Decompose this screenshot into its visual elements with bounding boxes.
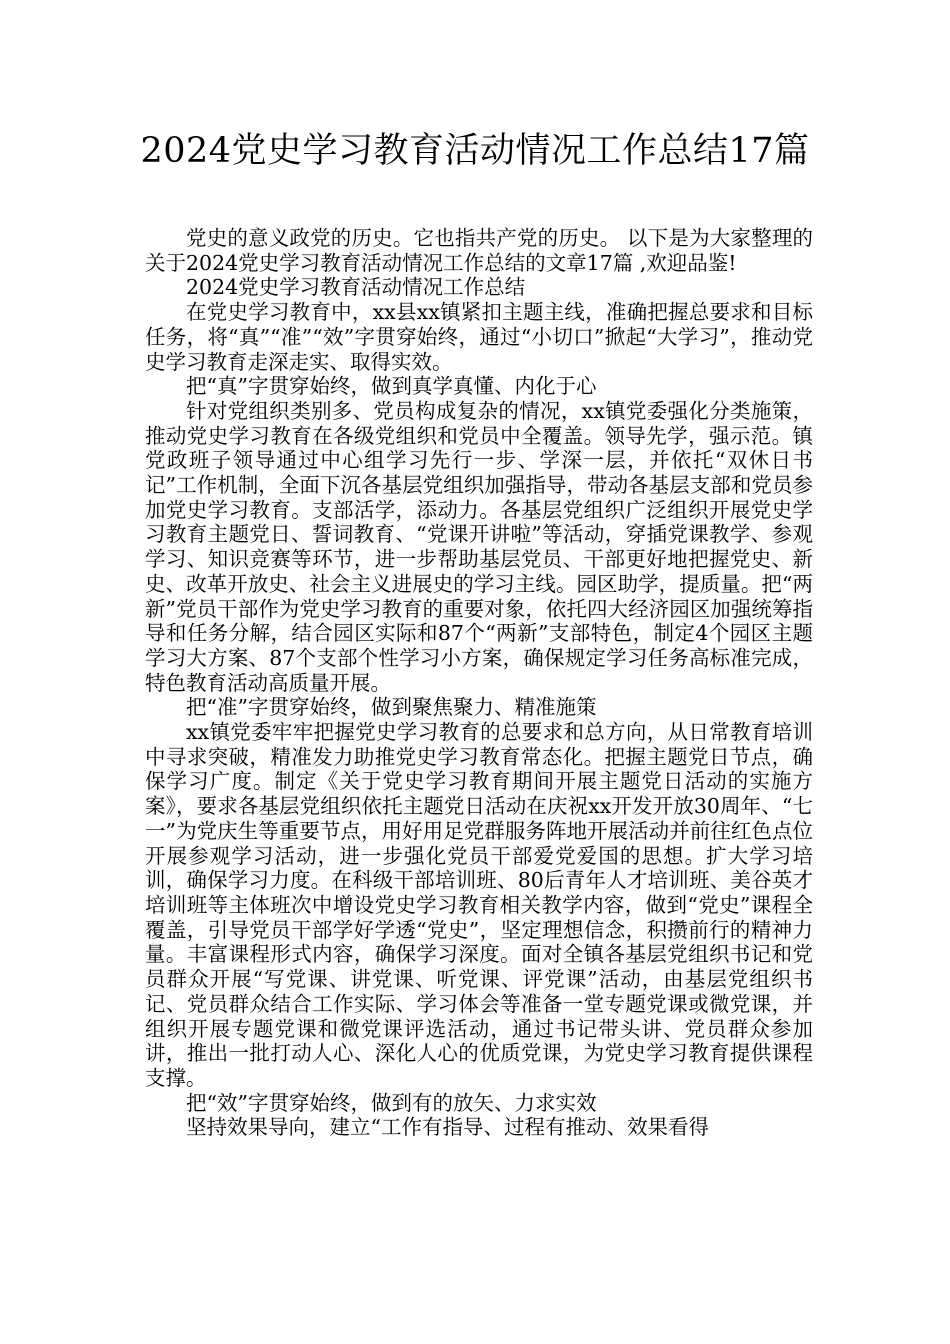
section-heading-xiao: 把“效”字贯穿始终，做到有的放矢、力求实效 xyxy=(186,1090,597,1115)
subtitle-paragraph: 2024党史学习教育活动情况工作总结 xyxy=(186,275,526,300)
document-body xyxy=(145,226,813,1140)
section-body-xiao: 坚持效果导向，建立“工作有指导、过程有推动、效果看得 xyxy=(186,1115,709,1140)
section-body-zhun: xx镇党委牢牢把握党史学习教育的总要求和总方向，从日常教育培训中寻求突破，精准发力助推党史学习教育常态化。把握主题党日节点，确保学习广度。制定《关于党史学习教育期间开展主题党日活动的实施方案》，要求各基层党组织依托主题党日活动在庆祝xx开发开放30周年、“七一”为党庆生等重要节点，用好用足党群服务阵地开展活动并前往红色点位开展参观学习活动，进一步强化党员干部爱党爱国的思想。扩大学习培训，确保学习力度。在科级干部培训班、80后青年人才培训班、美谷英才培训班等主体班次中增设党史学习教育相关教学内容，做到“党史”课程全覆盖，引导党员干部学好学透“党史”，坚定理想信念，积攒前行的精神力量。丰富课程形式内容，确保学习深度。面对全镇各基层党组织书记和党员群众开展“写党课、讲党课、听党课、评党课”活动，由基层党组织书记、党员群众结合工作实际、学习体会等准备一堂专题党课或微党课，并组织开展专题党课和微党课评选活动，通过书记带头讲、党员群众参加讲，推出一批打动人心、深化人心的优质党课，为党史学习教育提供课程支撑。 xyxy=(145,720,813,1090)
intro-paragraph: 党史的意义政党的历史。它也指共产党的历史。 以下是为大家整理的关于2024党史学习教育活动情况工作总结的文章17篇 ,欢迎品鉴! xyxy=(145,226,813,275)
section-heading-zhen: 把“真”字贯穿始终，做到真学真懂、内化于心 xyxy=(186,374,597,399)
section-heading-zhun: 把“准”字贯穿始终，做到聚焦聚力、精准施策 xyxy=(186,695,597,720)
section-body-zhen: 针对党组织类别多、党员构成复杂的情况，xx镇党委强化分类施策，推动党史学习教育在各级党组织和党员中全覆盖。领导先学，强示范。镇党政班子领导通过中心组学习先行一步、学深一层，并依托“双休日书记”工作机制，全面下沉各基层党组织加强指导，带动各基层支部和党员参加党史学习教育。支部活学，添动力。各基层党组织广泛组织开展党史学习教育主题党日、誓词教育、“党课开讲啦”等活动，穿插党课教学、参观学习、知识竞赛等环节，进一步帮助基层党员、干部更好地把握党史、新史、改革开放史、社会主义进展史的学习主线。园区助学，提质量。把“两新”党员干部作为党史学习教育的重要对象，依托四大经济园区加强统筹指导和任务分解，结合园区实际和87个“两新”支部特色，制定4个园区主题学习大方案、87个支部个性学习小方案，确保规定学习任务高标准完成，特色教育活动高质量开展。 xyxy=(145,398,813,695)
document-title: 2024党史学习教育活动情况工作总结17篇 xyxy=(140,131,810,171)
overview-paragraph: 在党史学习教育中，xx县xx镇紧扣主题主线，准确把握总要求和目标任务，将“真”“准”“效”字贯穿始终，通过“小切口”掀起“大学习”，推动党史学习教育走深走实、取得实效。 xyxy=(145,300,813,374)
